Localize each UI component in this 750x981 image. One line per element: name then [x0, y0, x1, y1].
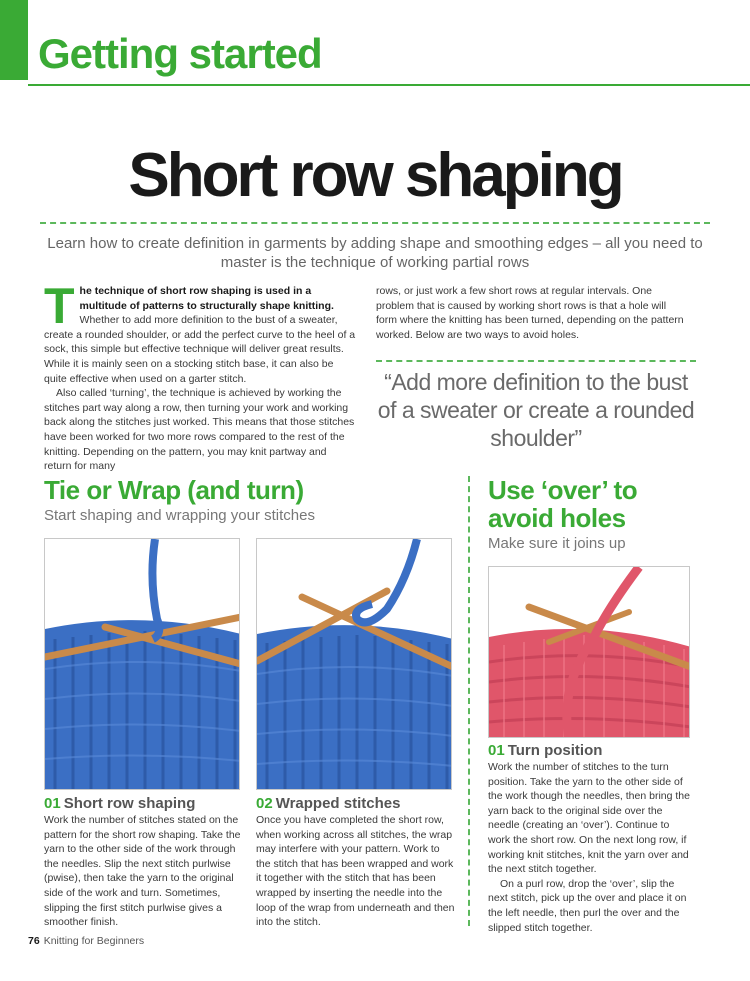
pullquote-divider [376, 360, 696, 362]
step-text-paragraph-2: On a purl row, drop the ‘over’, slip the next stitch, pick up the over and place it on the left needle, then purl the over and the slipped stitch together. [488, 877, 687, 934]
step-text-paragraph-1: Work the number of stitches to the turn position. Take the yarn to the other side of the work though the needles, then bring the yarn back to the original side over the needle (creating an ‘over’). Continue to work the short row. On the next long row, if working knit stitches, knit the yarn over and the next stitch together. [488, 761, 690, 876]
standfirst: Learn how to create definition in garments by adding shape and smoothing edges – all you need to master is the technique of working partial rows [47, 235, 703, 271]
page-footer [28, 935, 144, 947]
knitting-blue-photo-1 [45, 539, 240, 790]
intro-paragraph-2: Also called ‘turning’, the technique is achieved by working the stitches part way along a row, then turning your work and working back along the stitches just worked. This means that those stitches have been worked for two more rows compared to the rest of the knitting. Depending on the pattern, you may knit partway and return for many [44, 387, 355, 473]
page-number: 76 [28, 935, 40, 947]
intro-paragraph-3: rows, or just work a few short rows at regular intervals. One problem that is caused by working short rows is that a hole will form where the knitting has been turned, depending on the pattern worked. Below are two ways to avoid holes. [376, 285, 684, 341]
tie-section-caption: Start shaping and wrapping your stitches [44, 507, 315, 524]
intro-column-left [44, 278, 356, 474]
column-divider [468, 476, 470, 926]
step-text-wrapped: Once you have completed the short row, when working across all stitches, the wrap may interfere with your pattern. Work to the stitch that has been wrapped and work it together with the stitch that has been wrapped by inserting the needle into the loop of the wrap from underneath and then into the stitch. [256, 814, 455, 929]
knitting-blue-photo-2 [257, 539, 452, 790]
section-color-tab [0, 0, 28, 80]
step-title-turn-position: 01 Turn position [488, 742, 603, 759]
photo-wrapped-stitches [256, 538, 452, 790]
intro-column-right [376, 284, 686, 342]
article-title: Short row shaping [128, 141, 622, 210]
dashed-divider [40, 222, 710, 224]
step-text-turn-position [488, 760, 692, 935]
knitting-pink-photo [489, 567, 690, 738]
step-number: 02 [256, 795, 273, 812]
section-title: Getting started [38, 30, 322, 77]
step-number: 01 [488, 742, 505, 759]
over-section-title: Use ‘over’ to avoid holes [488, 475, 638, 533]
over-section-caption: Make sure it joins up [488, 535, 626, 552]
photo-short-row-shaping [44, 538, 240, 790]
pull-quote: “Add more definition to the bust of a sweater or create a rounded shoulder” [377, 369, 695, 451]
drop-cap: T [44, 278, 75, 334]
photo-turn-position [488, 566, 690, 738]
tie-section-title: Tie or Wrap (and turn) [44, 475, 304, 505]
intro-paragraph-1: Whether to add more definition to the bust of a sweater, create a rounded shoulder, or add the perfect curve to the heel of a sock, this simple but effective technique will deliver great results. While it is mainly seen on a stocking stitch base, it can also be quite effective when used on a garter stitch. [44, 314, 356, 385]
lead-in: he technique of short row shaping is used in a multitude of patterns to structurally shape knitting. [79, 285, 334, 312]
publication-name: Knitting for Beginners [43, 935, 145, 947]
step-title-short-row: 01 Short row shaping [44, 795, 196, 812]
step-title-wrapped: 02 Wrapped stitches [256, 795, 401, 812]
header-rule [28, 84, 750, 86]
step-number: 01 [44, 795, 61, 812]
step-text-short-row: Work the number of stitches stated on the pattern for the short row shaping. Take the yarn to the other side of the work through the needles. Slip the next stitch purlwise (pwise), then take the yarn to the original side of the work and turn. Sometimes, slipping the first stitch purlwise gives a smoother finish. [44, 814, 241, 929]
